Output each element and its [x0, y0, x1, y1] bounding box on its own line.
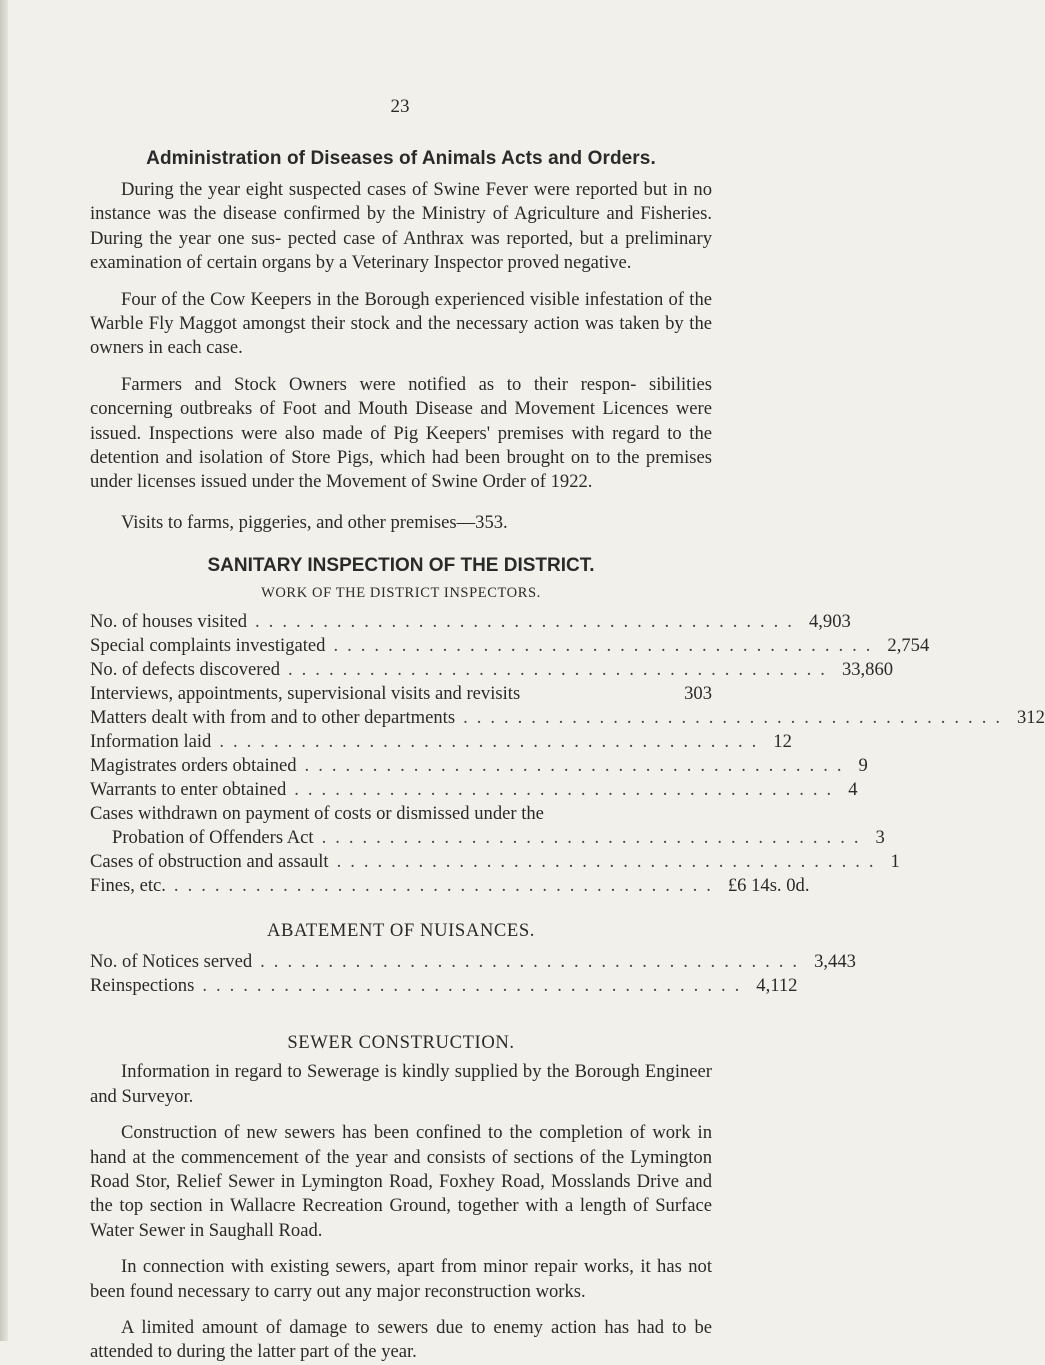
stat-label: Matters dealt with from and to other departments: [90, 707, 456, 729]
stat-label: Information laid: [90, 731, 212, 753]
stat-row: No. of houses visited ........................................ 4,903: [90, 611, 851, 633]
sanitary-stats-list: [90, 610, 1045, 898]
stat-row: No. of defects discovered ........................................ 33,860: [90, 659, 894, 681]
paragraph-new-sewers: Construction of new sewers has been confined to the completion of work in hand at the commencement of the year and consists of sections of the Lymington Road Stor, Relief Sewer in Lymington Road, Foxhey Road, Mosslands Drive and the top section in Wallacre Recreation Ground, together with a length of Surface Water Sewer in Saughall Road.: [90, 1122, 712, 1241]
paragraph-existing-sewers: In connection with existing sewers, apart from minor repair works, it has not been found necessary to carry out any major reconstruction works.: [90, 1256, 712, 1302]
sanitary-title: SANITARY INSPECTION OF THE DISTRICT.: [207, 555, 595, 577]
page-number: 23: [390, 96, 410, 117]
stat-row: Information laid ........................................ 12: [90, 731, 792, 753]
page-content: [90, 96, 1045, 1365]
paragraph-sewerage-info: Information in regard to Sewerage is kindly supplied by the Borough Engineer and Surveyor.: [90, 1061, 712, 1107]
stat-row: Fines, etc. ........................................ £6 14s. 0d.: [90, 875, 810, 897]
stat-value: 2,754: [887, 635, 930, 657]
stat-value: 303: [684, 683, 712, 705]
abatement-stats-list: [90, 950, 856, 998]
stat-value: £6 14s. 0d.: [727, 875, 810, 897]
stat-row: Warrants to enter obtained ........................................ 4: [90, 779, 858, 801]
stat-row: Probation of Offenders Act ........................................ 3: [90, 826, 712, 850]
stat-label: Probation of Offenders Act: [112, 827, 314, 849]
stat-label: Warrants to enter obtained: [90, 779, 287, 801]
stat-value: 4,903: [808, 611, 851, 633]
stat-value: 4,112: [756, 975, 798, 997]
stat-value: 4: [848, 779, 858, 801]
stat-row: Special complaints investigated ........................................ 2,754: [90, 635, 930, 657]
paragraph-swine-fever: During the year eight suspected cases of Swine Fever were reported but in no instance was the disease confirmed by the Ministry of Agriculture and Fisheries. During the year one sus- pected case of Anthrax was reported, but a preliminary examination of certain organs by a Veterinary Inspector proved negative.: [90, 179, 712, 274]
sanitary-subtitle: WORK OF THE DISTRICT INSPECTORS.: [261, 585, 541, 602]
stat-label: Reinspections: [90, 975, 195, 997]
sewer-section: [90, 1060, 712, 1364]
abatement-title: ABATEMENT OF NUISANCES.: [266, 920, 536, 942]
paragraph-warble-fly: Four of the Cow Keepers in the Borough experienced visible infestation of the Warble Fly Maggot amongst their stock and the necessary action was taken by the owners in each case.: [90, 288, 712, 359]
stat-row: [90, 682, 712, 706]
paragraph-visits: Visits to farms, piggeries, and other premises—353.: [121, 511, 508, 533]
stat-label: Special complaints investigated: [90, 635, 326, 657]
stat-label: No. of houses visited: [90, 611, 248, 633]
page-edge-shadow: [0, 0, 8, 1341]
paragraph-enemy-damage: A limited amount of damage to sewers due to enemy action has had to be attended to during the latter part of the year.: [90, 1316, 712, 1363]
sewer-title: SEWER CONSTRUCTION.: [287, 1032, 515, 1054]
stat-value: 3: [875, 827, 885, 849]
stat-value: 9: [858, 755, 868, 777]
stat-row: Magistrates orders obtained ........................................ 9: [90, 755, 868, 777]
stat-value: 3,443: [814, 951, 856, 973]
stat-label: No. of Notices served: [90, 951, 253, 973]
stat-label: Magistrates orders obtained: [90, 755, 297, 777]
stat-value: 312: [1017, 707, 1045, 729]
stat-row: Matters dealt with from and to other departments ........................................ 312: [90, 707, 1045, 729]
stat-label: Interviews, appointments, supervisional visits and revisits: [90, 683, 521, 705]
paragraph-foot-mouth: Farmers and Stock Owners were notified as to their respon- sibilities concerning outbreaks of Foot and Mouth Disease and Movement Licences were issued. Inspections were also made of Pig Keepers' premises with regard to the detention and isolation of Store Pigs, which had been brought on to the premises under licenses issued under the Movement of Swine Order of 1922.: [90, 373, 712, 493]
stat-label: Cases withdrawn on payment of costs or dismissed under the: [90, 803, 544, 825]
stat-value: 12: [773, 731, 792, 753]
stat-row: Cases of obstruction and assault ........................................ 1: [90, 851, 900, 873]
stat-row: No. of Notices served ........................................ 3,443: [90, 951, 856, 973]
stat-label: No. of defects discovered: [90, 659, 280, 681]
stat-row: [90, 802, 712, 826]
stat-row: Reinspections ........................................ 4,112: [90, 975, 798, 997]
stat-label: Fines, etc.: [90, 875, 166, 897]
section-heading: Administration of Diseases of Animals Acts and Orders.: [146, 148, 656, 169]
stat-label: Cases of obstruction and assault: [90, 851, 329, 873]
stat-value: 33,860: [841, 659, 894, 681]
stat-value: 1: [890, 851, 900, 873]
